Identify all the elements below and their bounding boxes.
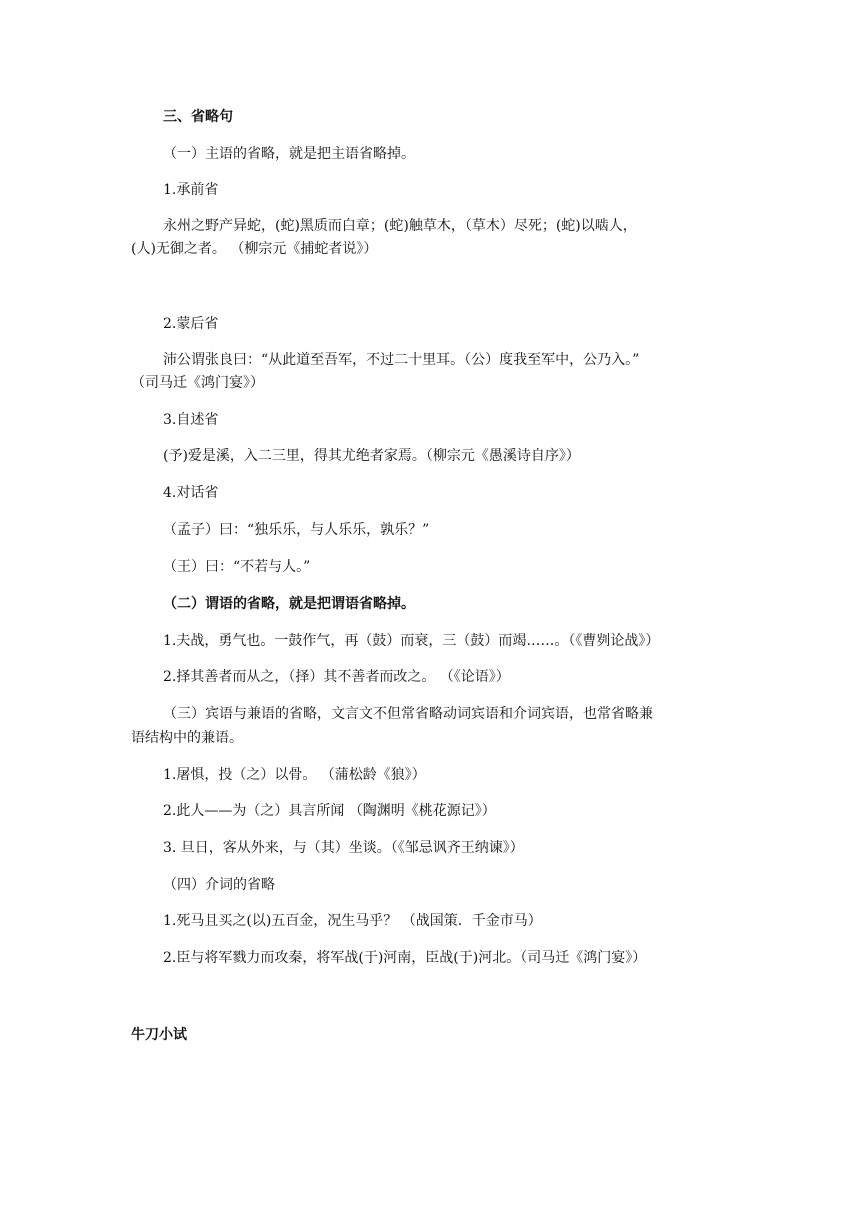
subsection-title-object: （三）宾语与兼语的省略，文言文不但常省略动词宾语和介词宾语，也常省略兼 [163,706,653,722]
example-text: （孟子）曰：“独乐乐，与人乐乐，孰乐？” [163,522,430,538]
practice-heading: 牛刀小试 [131,1027,187,1043]
example-text: 2.择其善者而从之，（择）其不善者而改之。 （《论语》） [163,669,510,685]
item-label: 4.对话省 [163,485,219,501]
example-text: (人)无御之者。 （柳宗元《捕蛇者说》） [131,241,378,257]
item-label: 1.承前省 [163,182,219,198]
item-label: 2.蒙后省 [163,316,219,332]
example-text: 永州之野产异蛇，(蛇)黑质而白章；(蛇)触草木，（草木）尽死；(蛇)以啮人， [163,218,637,234]
example-text: 3. 旦日，客从外来，与（其）坐谈。（《邹忌讽齐王纳谏》） [163,840,524,856]
subsection-title-predicate: （二）谓语的省略，就是把谓语省略掉。 [163,596,415,612]
example-text: (予)爱是溪，入二三里，得其尤绝者家焉。（柳宗元《愚溪诗自序》） [163,448,580,464]
example-text: （王）曰：“不若与人。” [163,559,311,575]
section-heading: 三、省略句 [163,109,233,125]
example-text: 沛公谓张良曰：“从此道至吾军，不过二十里耳。（公）度我至军中，公乃入。” [163,352,640,368]
example-text: 1.夫战，勇气也。一鼓作气，再（鼓）而衰，三（鼓）而竭……。（《曹刿论战》） [163,633,660,649]
example-text: 2.此人——为（之）具言所闻 （陶渊明《桃花源记》） [163,803,496,819]
example-text: 1.死马且买之(以)五百金，况生马乎？ （战国策．千金市马） [163,913,542,929]
item-label: 3.自述省 [163,412,219,428]
subsection-title-object-cont: 语结构中的兼语。 [131,730,243,746]
subsection-title-subject: （一）主语的省略，就是把主语省略掉。 [163,146,415,162]
example-text: 2.臣与将军戮力而攻秦，将军战(于)河南，臣战(于)河北。（司马迁《鸿门宴》） [163,950,647,966]
example-text: 1.屠惧，投（之）以骨。 （蒲松龄《狼》） [163,767,426,783]
subsection-title-preposition: （四）介词的省略 [163,877,275,893]
example-text: （司马迁《鸿门宴》） [131,375,264,391]
